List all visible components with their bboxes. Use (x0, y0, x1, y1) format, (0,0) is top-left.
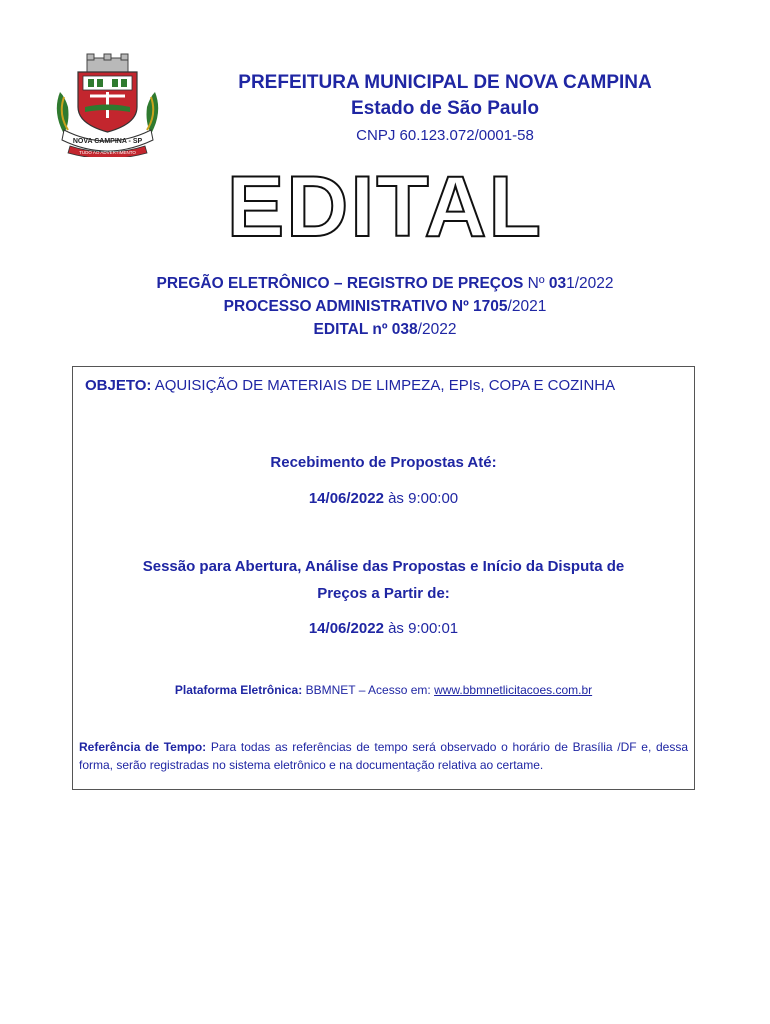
sessao-datetime: 14/06/2022 às 9:00:01 (308, 620, 459, 637)
recebimento-datetime: 14/06/2022 às 9:00:00 (308, 490, 459, 507)
pregao-line: PREGÃO ELETRÔNICO – REGISTRO DE PREÇOS Nº 031/2022 (156, 275, 614, 292)
edital-outline-heading (215, 168, 555, 248)
objeto-line: OBJETO: AQUISIÇÃO DE MATERIAIS DE LIMPEZA, EPIs, COPA E COZINHA (85, 377, 616, 394)
cnpj-line: CNPJ 60.123.072/0001-58 (356, 127, 534, 144)
header-text-block (165, 70, 725, 148)
svg-text:EDITAL: EDITAL (226, 168, 544, 248)
sessao-label-line2: Preços a Partir de: (317, 585, 450, 602)
municipality-title: PREFEITURA MUNICIPAL DE NOVA CAMPINA (238, 72, 652, 93)
crest-emblem-icon (50, 52, 165, 157)
svg-text:TUDO AO ADVERTIMENTO: TUDO AO ADVERTIMENTO (79, 150, 136, 155)
sessao-label-line1: Sessão para Abertura, Análise das Propostas e Início da Disputa de (142, 558, 625, 575)
document-header (50, 52, 730, 157)
state-title: Estado de São Paulo (351, 98, 539, 119)
edital-number-line: EDITAL nº 038/2022 (313, 321, 457, 338)
process-subheadings (0, 272, 770, 341)
processo-line: PROCESSO ADMINISTRATIVO Nº 1705/2021 (223, 298, 547, 315)
summary-box (72, 366, 695, 790)
referencia-paragraph: Referência de Tempo: Para todas as referências de tempo será observado o horário de Brasília /DF e, dessa forma, serão registradas no sistema eletrônico e na documentação relativa ao certame. (79, 740, 689, 772)
svg-text:NOVA CAMPINA - SP: NOVA CAMPINA - SP (72, 138, 143, 145)
municipal-crest (50, 52, 165, 157)
plataforma-line: Plataforma Eletrônica: BBMNET – Acesso em: www.bbmnetlicitacoes.com.br (174, 683, 593, 697)
edital-heading (0, 168, 770, 248)
bbmnet-link[interactable]: www.bbmnetlicitacoes.com.br (434, 683, 593, 697)
recebimento-label: Recebimento de Propostas Até: (270, 454, 497, 471)
